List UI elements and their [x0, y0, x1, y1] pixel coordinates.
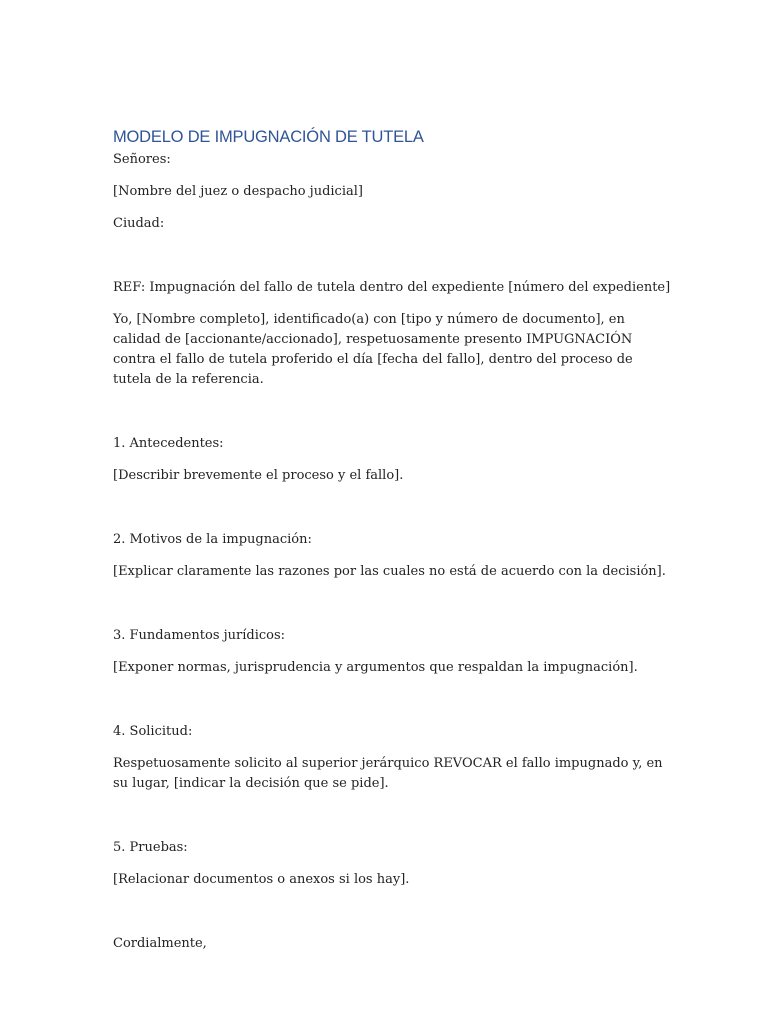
reference-line: REF: Impugnación del fallo de tutela dentro del expediente [número del expediente] [113, 280, 671, 295]
judge-line: [Nombre del juez o despacho judicial] [113, 184, 363, 199]
salutation: Señores: [113, 152, 171, 167]
closing-line: Cordialmente, [113, 936, 207, 951]
section-body-solicitud: Respetuosamente solicito al superior jerárquico REVOCAR el fallo impugnado y, en su lugar, [indicar la decisión que se pide]. [113, 756, 667, 791]
section-body-motivos: [Explicar claramente las razones por las cuales no está de acuerdo con la decisión]. [113, 564, 666, 579]
section-heading-fundamentos: 3. Fundamentos jurídicos: [113, 628, 286, 643]
intro-paragraph: Yo, [Nombre completo], identificado(a) con [tipo y número de documento], en calidad de [accionante/accionado], respetuosamente presento IMPUGNACIÓN contra el fallo de tutela proferido el día [fecha del fallo], dentro del proceso de tutela de la referencia. [113, 312, 637, 387]
section-heading-solicitud: 4. Solicitud: [113, 724, 193, 739]
section-heading-motivos: 2. Motivos de la impugnación: [113, 532, 312, 547]
section-body-pruebas: [Relacionar documentos o anexos si los hay]. [113, 872, 410, 887]
section-heading-antecedentes: 1. Antecedentes: [113, 436, 224, 451]
document-body [113, 126, 673, 966]
section-heading-pruebas: 5. Pruebas: [113, 840, 188, 855]
section-body-fundamentos: [Exponer normas, jurisprudencia y argumentos que respaldan la impugnación]. [113, 660, 638, 675]
document-title: MODELO DE IMPUGNACIÓN DE TUTELA [113, 128, 424, 146]
section-body-antecedentes: [Describir brevemente el proceso y el fallo]. [113, 468, 404, 483]
city-line: Ciudad: [113, 216, 165, 231]
